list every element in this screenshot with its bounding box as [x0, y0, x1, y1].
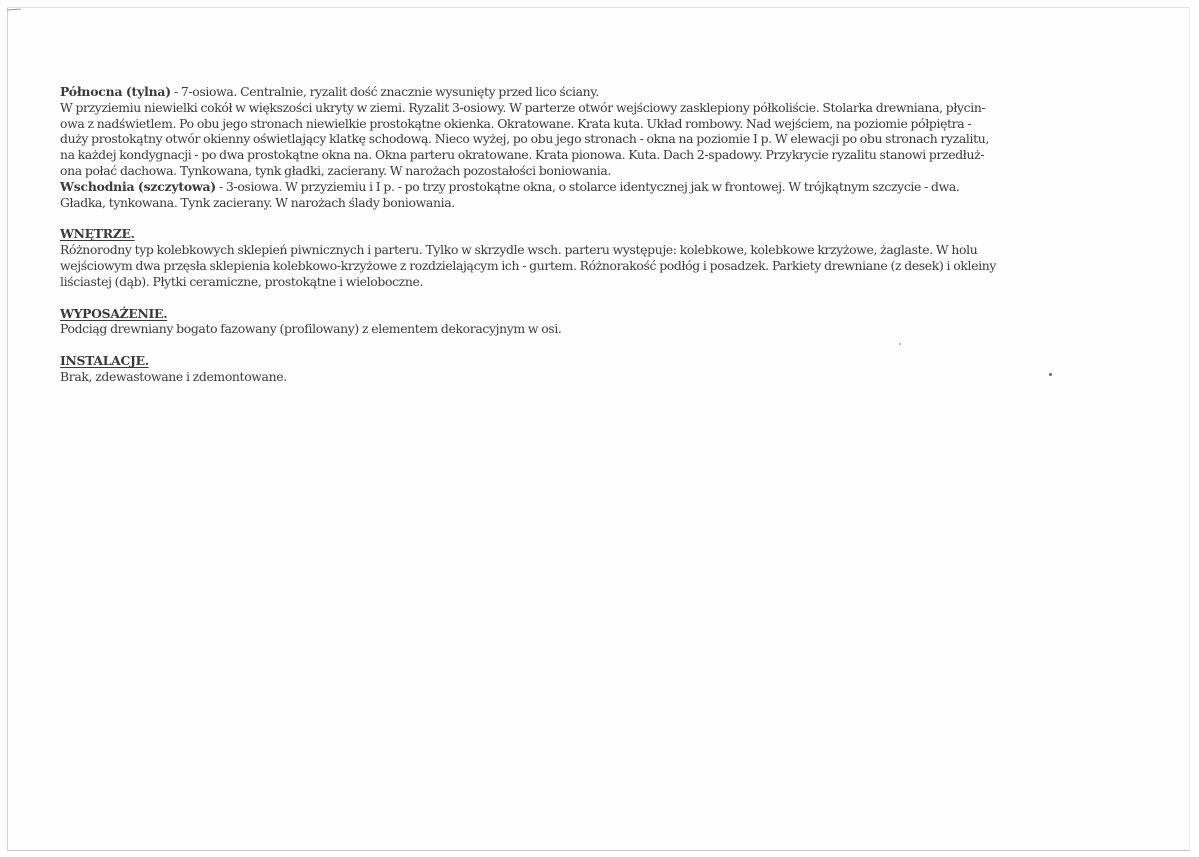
section-interior — [60, 226, 1160, 289]
section-heading: WYPOSAŻENIE. — [60, 305, 168, 321]
text-span: - 7-osiowa. Centralnie, ryzalit dość znacznie wysunięty przed lico ściany. — [170, 84, 599, 99]
text-line: W przyziemiu niewielki cokół w większości ukryty w ziemi. Ryzalit 3-osiowy. W parterze otwór wejściowy zasklepiony półkoliście. Stolarka drewniana, płycin- — [60, 99, 986, 115]
text-line — [60, 179, 1160, 195]
text-line: duży prostokątny otwór okienny oświetlający klatkę schodową. Nieco wyżej, po obu jego stronach - okna na poziomie I p. W elewacji po obu stronach ryzalitu, — [60, 131, 989, 147]
text-line: liściastej (dąb). Płytki ceramiczne, prostokątne i wieloboczne. — [60, 273, 424, 289]
north-elevation-label: Północna (tylna) — [60, 84, 171, 99]
text-line: owa z nadświetlem. Po obu jego stronach niewielkie prostokątne okienka. Okratowane. Krata kuta. Układ rombowy. Nad wejściem, na poziomie półpiętra - — [60, 115, 972, 131]
section-installations — [60, 353, 1160, 385]
text-line: Brak, zdewastowane i zdemontowane. — [60, 368, 287, 384]
text-line: wejściowym dwa przęsła sklepienia kolebkowo-krzyżowe z rozdzielającym ich - gurtem. Różnorakość podłóg i posadzek. Parkiety drewniane (z desek) i okleiny — [60, 257, 996, 273]
scan-speck — [899, 343, 901, 345]
text-line: Różnorodny typ kolebkowych sklepień piwnicznych i parteru. Tylko w skrzydle wsch. parteru występuje: kolebkowe, kolebkowe krzyżowe, żaglaste. W holu — [60, 242, 978, 258]
section-heading: INSTALACJE. — [60, 353, 149, 369]
section-heading: WNĘTRZE. — [60, 226, 135, 242]
east-elevation-paragraph — [60, 179, 1160, 211]
scan-speck — [1049, 373, 1052, 376]
document-body — [60, 84, 1160, 385]
text-line: Gładka, tynkowana. Tynk zacierany. W narożach ślady boniowania. — [60, 194, 455, 210]
text-line — [60, 84, 1160, 100]
north-elevation-paragraph — [60, 84, 1160, 179]
text-line: ona połać dachowa. Tynkowana, tynk gładki, zacierany. W narożach pozostałości boniowania. — [60, 162, 612, 178]
text-line: Podciąg drewniany bogato fazowany (profilowany) z elementem dekoracyjnym w osi. — [60, 321, 562, 337]
east-elevation-label: Wschodnia (szczytowa) — [60, 178, 216, 194]
text-span: - 3-osiowa. W przyziemiu i I p. - po trzy prostokątne okna, o stolarce identycznej jak w frontowej. W trójkątnym szczycie - dwa. — [215, 178, 960, 194]
section-furnishings — [60, 306, 1160, 338]
text-line: na każdej kondygnacji - po dwa prostokątne okna na. Okna parteru okratowane. Krata pionowa. Kuta. Dach 2-spadowy. Przykrycie ryzalitu stanowi przedłuż- — [60, 147, 985, 163]
